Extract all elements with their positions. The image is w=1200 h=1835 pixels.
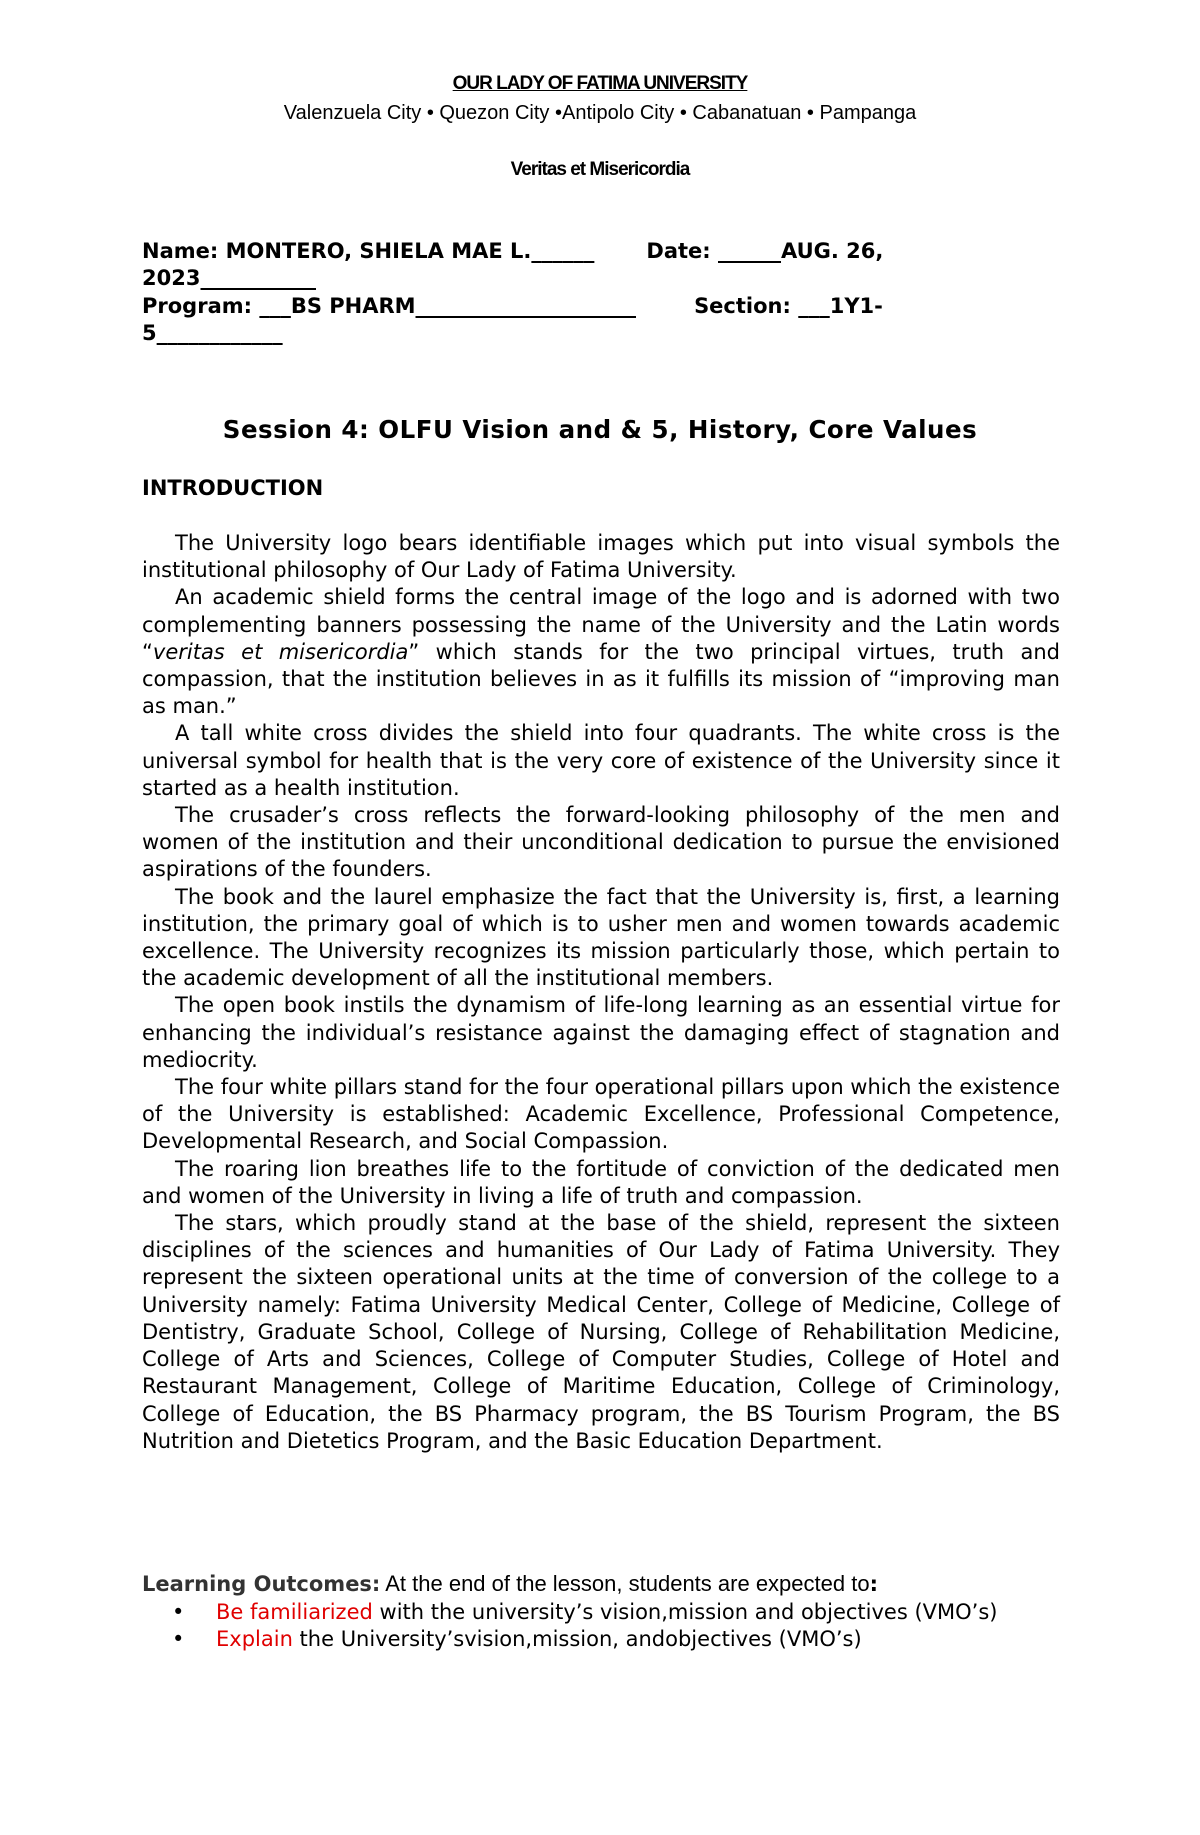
introduction-body xyxy=(142,530,1060,1455)
introduction-heading: INTRODUCTION xyxy=(142,476,324,500)
outcome-verb: Explain xyxy=(216,1627,293,1651)
learning-outcomes xyxy=(142,1570,1060,1654)
campus-list: Valenzuela City • Quezon City •Antipolo City • Cabanatuan • Pampanga xyxy=(283,102,917,124)
name-date-line xyxy=(142,238,1062,265)
paragraph-logo: The University logo bears identifiable images which put into visual symbols the institutional philosophy of Our Lady of Fatima University. xyxy=(142,531,1060,583)
learning-outcomes-intro: Learning Outcomes: At the end of the lesson, students are expected to: xyxy=(142,1571,878,1596)
section-field: Section: ___1Y1- xyxy=(694,294,883,318)
date-continuation: 2023___________ xyxy=(142,266,316,290)
paragraph-shield: An academic shield forms the central image of the logo and is adorned with two complementing banners possessing the name of the University and the Latin words “veritas et misericordia” which stands for the two principal virtues, truth and compassion, that the institution believes in as it fulfills its mission of “improving man as man.” xyxy=(142,585,1061,719)
bullet-icon: • xyxy=(172,1599,185,1624)
paragraph-lion: The roaring lion breathes life to the fortitude of conviction of the dedicated men and women of the University in living a life of truth and compassion. xyxy=(142,1156,1060,1208)
learning-outcomes-label: Learning Outcomes: xyxy=(142,1572,381,1596)
name-field: Name: MONTERO, SHIELA MAE L.______ xyxy=(142,239,595,263)
list-item: • Be familiarized with the university’s vision,mission and objectives (VMO’s) xyxy=(142,1599,1060,1627)
date-field: Date: ______AUG. 26, xyxy=(646,239,884,263)
outcome-verb: Be familiarized xyxy=(216,1599,373,1624)
section-continuation: 5____________ xyxy=(142,321,283,345)
paragraph-pillars: The four white pillars stand for the four operational pillars upon which the existence of the University is established: Academic Excellence, Professional Competence, Developmental Research, and Social Compassion. xyxy=(142,1075,1060,1154)
paragraph-white-cross: A tall white cross divides the shield into four quadrants. The white cross is the universal symbol for health that is the very core of existence of the University since it started as a health institution. xyxy=(142,721,1060,800)
paragraph-book-laurel: The book and the laurel emphasize the fact that the University is, first, a learning institution, the primary goal of which is to usher men and women towards academic excellence. The University recognizes its mission particularly those, which pertain to the academic development of all the institutional members. xyxy=(142,884,1060,991)
bullet-icon: • xyxy=(172,1627,185,1651)
latin-motto: veritas et misericordia xyxy=(152,639,409,664)
program-section-line xyxy=(142,293,1062,320)
program-field: Program: ___BS PHARM_____________________ xyxy=(142,294,637,318)
motto: Veritas et Misericordia xyxy=(510,159,690,180)
university-name: OUR LADY OF FATIMA UNIVERSITY xyxy=(452,73,748,94)
paragraph-open-book: The open book instils the dynamism of life-long learning as an essential virtue for enhancing the individual’s resistance against the damaging effect of stagnation and mediocrity. xyxy=(142,993,1060,1072)
outcome-list xyxy=(142,1599,1060,1654)
list-item: • Explain the University’svision,mission, andobjectives (VMO’s) xyxy=(142,1626,1060,1654)
paragraph-stars: The stars, which proudly stand at the base of the shield, represent the sixteen disciplines of the sciences and humanities of Our Lady of Fatima University. They represent the sixteen operational units at the time of conversion of the college to a University namely: Fatima University Medical Center, College of Medicine, College of Dentistry, Graduate School, College of Nursing, College of Rehabilitation Medicine, College of Arts and Sciences, College of Computer Studies, College of Hotel and Restaurant Management, College of Maritime Education, College of Criminology, College of Education, the BS Pharmacy program, the BS Tourism Program, the BS Nutrition and Dietetics Program, and the Basic Education Department. xyxy=(142,1211,1060,1453)
session-title: Session 4: OLFU Vision and & 5, History, Core Values xyxy=(222,415,978,444)
paragraph-crusader-cross: The crusader’s cross reflects the forward-looking philosophy of the men and women of the institution and their unconditional dedication to pursue the envisioned aspirations of the founders. xyxy=(142,803,1060,882)
